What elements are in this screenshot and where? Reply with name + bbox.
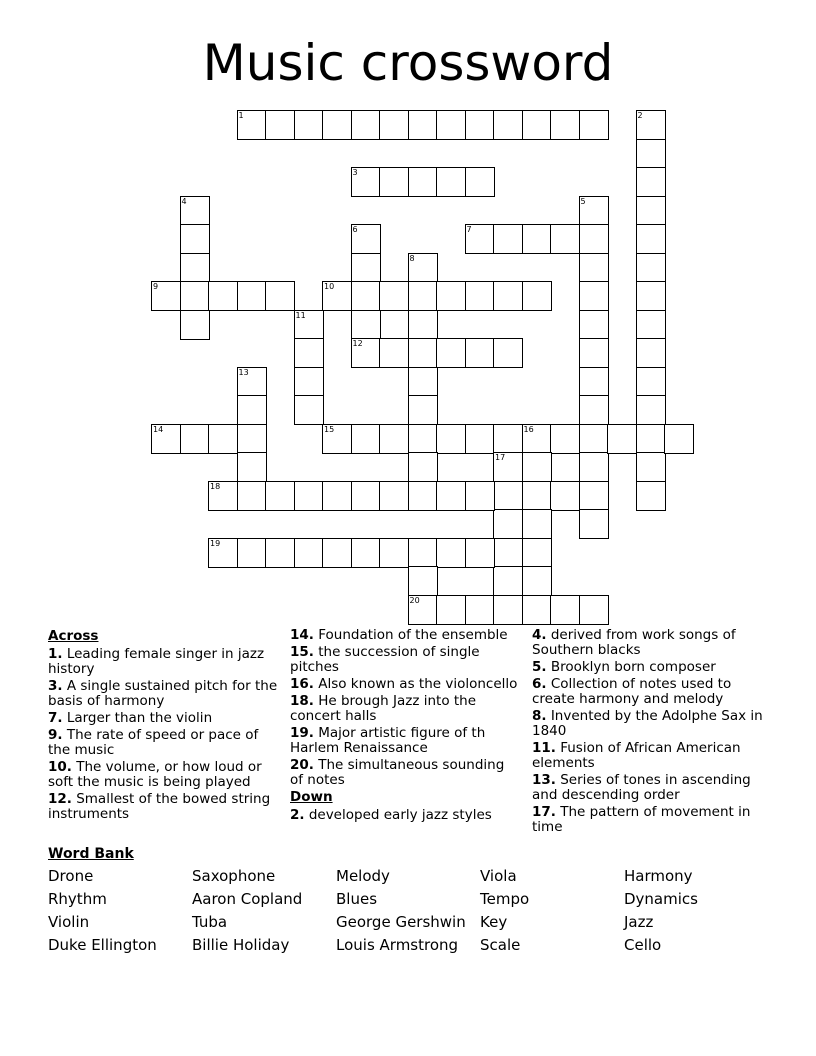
- clue-number: 8: [409, 253, 415, 263]
- crossword-cell[interactable]: [294, 481, 324, 511]
- word-bank-item: Billie Holiday: [192, 936, 290, 954]
- clue-text: Fusion of African American elements: [532, 740, 741, 771]
- crossword-cell[interactable]: [493, 509, 523, 539]
- crossword-cell[interactable]: [493, 424, 523, 454]
- crossword-cell[interactable]: [636, 224, 666, 254]
- crossword-cell[interactable]: [408, 367, 438, 397]
- crossword-cell[interactable]: [550, 224, 580, 254]
- crossword-cell[interactable]: [436, 595, 466, 625]
- crossword-cell[interactable]: [265, 281, 295, 311]
- clue-number: 15: [324, 424, 335, 434]
- crossword-cell[interactable]: [237, 110, 267, 140]
- word-bank-item: Key: [480, 913, 508, 931]
- crossword-cell[interactable]: [351, 310, 381, 340]
- crossword-cell[interactable]: [465, 338, 495, 368]
- across-clue: [290, 645, 520, 675]
- crossword-cell[interactable]: [636, 110, 666, 140]
- crossword-cell[interactable]: [636, 310, 666, 340]
- clue-num: 8.: [532, 708, 547, 724]
- crossword-cell[interactable]: [294, 395, 324, 425]
- crossword-cell[interactable]: [522, 481, 552, 511]
- crossword-cell[interactable]: [436, 424, 466, 454]
- word-bank-item: Violin: [48, 913, 90, 931]
- across-clue: [290, 628, 520, 643]
- clue-number: 5: [580, 196, 586, 206]
- across-clue: [48, 647, 280, 677]
- crossword-cell[interactable]: [522, 281, 552, 311]
- crossword-cell[interactable]: [579, 424, 609, 454]
- crossword-cell[interactable]: [550, 595, 580, 625]
- crossword-cell[interactable]: [522, 224, 552, 254]
- crossword-cell[interactable]: [550, 110, 580, 140]
- clue-text: The simultaneous sounding of notes: [290, 757, 505, 788]
- crossword-cell[interactable]: [636, 281, 666, 311]
- crossword-cell[interactable]: [379, 538, 409, 568]
- crossword-cell[interactable]: [436, 538, 466, 568]
- word-bank-item: Drone: [48, 867, 94, 885]
- crossword-cell[interactable]: [294, 367, 324, 397]
- across-clue: [290, 726, 520, 756]
- crossword-cell[interactable]: [151, 424, 181, 454]
- crossword-cell[interactable]: [522, 110, 552, 140]
- crossword-cell[interactable]: [636, 196, 666, 226]
- crossword-cell[interactable]: [579, 110, 609, 140]
- crossword-cell[interactable]: [408, 424, 438, 454]
- clue-text: Smallest of the bowed string instruments: [48, 791, 271, 822]
- crossword-cell[interactable]: [579, 367, 609, 397]
- crossword-cell[interactable]: [436, 281, 466, 311]
- clue-text: Series of tones in ascending and descending order: [532, 772, 751, 803]
- word-bank-item: Blues: [336, 890, 378, 908]
- across-clue: [290, 694, 520, 724]
- clue-num: 11.: [532, 740, 556, 756]
- clue-num: 1.: [48, 646, 63, 662]
- clue-num: 7.: [48, 710, 63, 726]
- clue-num: 15.: [290, 644, 314, 660]
- word-bank-item: Scale: [480, 936, 521, 954]
- down-clue: [532, 628, 768, 658]
- crossword-cell[interactable]: [408, 481, 438, 511]
- crossword-cell[interactable]: [208, 281, 238, 311]
- across-clue: [48, 679, 280, 709]
- crossword-cell[interactable]: [351, 281, 381, 311]
- crossword-cell[interactable]: [237, 424, 267, 454]
- crossword-cell[interactable]: [408, 110, 438, 140]
- crossword-cell[interactable]: [493, 481, 523, 511]
- crossword-cell[interactable]: [465, 481, 495, 511]
- crossword-cell[interactable]: [322, 538, 352, 568]
- crossword-cell[interactable]: [493, 224, 523, 254]
- crossword-cell[interactable]: [664, 424, 694, 454]
- clue-text: A single sustained pitch for the basis of harmony: [48, 678, 278, 709]
- crossword-cell[interactable]: [493, 566, 523, 596]
- crossword-cell[interactable]: [379, 281, 409, 311]
- crossword-cell[interactable]: [322, 281, 352, 311]
- word-bank-item: Saxophone: [192, 867, 276, 885]
- clue-num: 6.: [532, 676, 547, 692]
- crossword-cell[interactable]: [636, 167, 666, 197]
- down-clue: [532, 660, 768, 675]
- clue-number: 14: [153, 424, 164, 434]
- crossword-cell[interactable]: [180, 424, 210, 454]
- clue-number: 9: [153, 282, 159, 291]
- page-title: Music crossword: [202, 34, 614, 92]
- crossword-cell[interactable]: [408, 395, 438, 425]
- word-bank-item: Harmony: [624, 867, 693, 885]
- clue-text: Major artistic figure of th Harlem Renaissance: [290, 725, 486, 756]
- crossword-cell[interactable]: [579, 481, 609, 511]
- crossword-cell[interactable]: [522, 538, 552, 568]
- crossword-cell[interactable]: [322, 110, 352, 140]
- clue-text: Foundation of the ensemble: [313, 627, 508, 643]
- crossword-cell[interactable]: [237, 395, 267, 425]
- crossword-cell[interactable]: [493, 281, 523, 311]
- crossword-cell[interactable]: [408, 167, 438, 197]
- clue-text: developed early jazz styles: [304, 807, 492, 823]
- word-bank-item: Rhythm: [48, 890, 107, 908]
- clue-text: Leading female singer in jazz history: [48, 646, 265, 677]
- crossword-cell[interactable]: [265, 110, 295, 140]
- down-heading: Down: [290, 789, 333, 805]
- clue-number: 1: [238, 111, 244, 120]
- clue-num: 20.: [290, 757, 314, 773]
- crossword-cell[interactable]: [636, 367, 666, 397]
- across-heading: Across: [48, 628, 99, 644]
- crossword-cell[interactable]: [636, 338, 666, 368]
- clue-number: 20: [409, 595, 420, 605]
- crossword-cell[interactable]: [237, 281, 267, 311]
- crossword-cell[interactable]: [351, 110, 381, 140]
- crossword-cell[interactable]: [180, 281, 210, 311]
- clue-text: The rate of speed or pace of the music: [48, 727, 259, 758]
- word-bank-item: Melody: [336, 867, 390, 885]
- word-bank-item: Jazz: [624, 913, 654, 931]
- down-clue: [532, 677, 768, 707]
- crossword-cell[interactable]: [436, 338, 466, 368]
- clue-text: He brough Jazz into the concert halls: [290, 693, 477, 724]
- down-clue: [290, 808, 520, 823]
- crossword-cell[interactable]: [465, 110, 495, 140]
- crossword-cell[interactable]: [408, 538, 438, 568]
- crossword-cell[interactable]: [493, 595, 523, 625]
- clues-column-1: [48, 628, 280, 824]
- across-clue: [48, 711, 280, 726]
- across-clue: [48, 792, 280, 822]
- crossword-cell[interactable]: [237, 481, 267, 511]
- across-clue: [290, 758, 520, 788]
- crossword-cell[interactable]: [322, 424, 352, 454]
- word-bank-item: Dynamics: [624, 890, 698, 908]
- down-clue: [532, 741, 768, 771]
- crossword-cell[interactable]: [636, 253, 666, 283]
- crossword-cell[interactable]: [465, 595, 495, 625]
- crossword-cell[interactable]: [180, 196, 210, 226]
- crossword-cell[interactable]: [465, 167, 495, 197]
- crossword-cell[interactable]: [379, 424, 409, 454]
- crossword-cell[interactable]: [294, 110, 324, 140]
- clue-text: The pattern of movement in time: [532, 804, 751, 835]
- crossword-cell[interactable]: [465, 538, 495, 568]
- crossword-cell[interactable]: [351, 167, 381, 197]
- crossword-cell[interactable]: [180, 224, 210, 254]
- crossword-cell[interactable]: [579, 224, 609, 254]
- down-clue: [532, 709, 768, 739]
- word-bank-item: Viola: [480, 867, 517, 885]
- crossword-cell[interactable]: [322, 481, 352, 511]
- clues-column-2: [290, 628, 520, 825]
- clue-num: 19.: [290, 725, 314, 741]
- clue-text: Brooklyn born composer: [546, 659, 716, 675]
- crossword-cell[interactable]: [579, 595, 609, 625]
- across-clue: [48, 728, 280, 758]
- crossword-cell[interactable]: [351, 481, 381, 511]
- clue-number: 2: [637, 111, 643, 120]
- word-bank-item: Duke Ellington: [48, 936, 157, 954]
- crossword-cell[interactable]: [636, 424, 666, 454]
- crossword-cell[interactable]: [579, 509, 609, 539]
- crossword-cell[interactable]: [208, 481, 238, 511]
- crossword-cell[interactable]: [579, 196, 609, 226]
- crossword-cell[interactable]: [579, 395, 609, 425]
- clue-text: the succession of single pitches: [290, 644, 480, 675]
- crossword-cell[interactable]: [579, 281, 609, 311]
- clue-num: 14.: [290, 627, 314, 643]
- crossword-cell[interactable]: [579, 452, 609, 482]
- crossword-cell[interactable]: [522, 509, 552, 539]
- clue-number: 3: [352, 168, 358, 177]
- clue-number: 13: [238, 367, 249, 377]
- word-bank-item: Louis Armstrong: [336, 936, 459, 954]
- crossword-cell[interactable]: [465, 281, 495, 311]
- across-clue: [48, 760, 280, 790]
- crossword-cell[interactable]: [579, 253, 609, 283]
- crossword-cell[interactable]: [379, 481, 409, 511]
- crossword-cell[interactable]: [636, 452, 666, 482]
- crossword-cell[interactable]: [351, 538, 381, 568]
- word-bank-item: George Gershwin: [336, 913, 466, 931]
- clue-num: 3.: [48, 678, 63, 694]
- clue-num: 2.: [290, 807, 305, 823]
- clue-text: Invented by the Adolphe Sax in 1840: [532, 708, 763, 739]
- clue-num: 13.: [532, 772, 556, 788]
- crossword-cell[interactable]: [493, 538, 523, 568]
- clue-number: 12: [352, 339, 363, 348]
- crossword-cell[interactable]: [522, 424, 552, 454]
- crossword-cell[interactable]: [208, 424, 238, 454]
- clue-text: Collection of notes used to create harmony and melody: [532, 676, 732, 707]
- crossword-cell[interactable]: [607, 424, 637, 454]
- crossword-cell[interactable]: [208, 538, 238, 568]
- word-bank: [48, 867, 768, 955]
- word-bank-item: Aaron Copland: [192, 890, 303, 908]
- crossword-cell[interactable]: [522, 452, 552, 482]
- crossword-cell[interactable]: [636, 395, 666, 425]
- word-bank-item: Tempo: [480, 890, 530, 908]
- clue-num: 16.: [290, 676, 314, 692]
- crossword-cell[interactable]: [265, 538, 295, 568]
- crossword-cell[interactable]: [351, 424, 381, 454]
- clue-text: derived from work songs of Southern blacks: [532, 627, 736, 658]
- crossword-cell[interactable]: [408, 310, 438, 340]
- clue-number: 10: [324, 282, 335, 291]
- down-clue: [532, 773, 768, 803]
- across-clue: [290, 677, 520, 692]
- crossword-cell[interactable]: [550, 424, 580, 454]
- crossword-cell[interactable]: [465, 224, 495, 254]
- crossword-cell[interactable]: [493, 110, 523, 140]
- clue-number: 17: [495, 453, 506, 462]
- crossword-cell[interactable]: [180, 310, 210, 340]
- crossword-cell[interactable]: [436, 481, 466, 511]
- crossword-cell[interactable]: [265, 481, 295, 511]
- crossword-cell[interactable]: [465, 424, 495, 454]
- crossword-cell[interactable]: [408, 253, 438, 283]
- crossword-cell[interactable]: [351, 253, 381, 283]
- crossword-cell[interactable]: [408, 452, 438, 482]
- crossword-cell[interactable]: [237, 367, 267, 397]
- down-clue: [532, 805, 768, 835]
- clue-number: 16: [523, 424, 534, 434]
- clue-number: 19: [210, 538, 221, 548]
- clue-number: 7: [466, 225, 472, 234]
- crossword-cell[interactable]: [636, 481, 666, 511]
- word-bank-heading: Word Bank: [48, 846, 134, 862]
- crossword-cell[interactable]: [408, 566, 438, 596]
- clue-num: 18.: [290, 693, 314, 709]
- clue-num: 5.: [532, 659, 547, 675]
- crossword-cell[interactable]: [436, 167, 466, 197]
- crossword-cell[interactable]: [379, 110, 409, 140]
- crossword-cell[interactable]: [636, 139, 666, 169]
- clue-number: 6: [352, 225, 358, 234]
- crossword-cell[interactable]: [351, 338, 381, 368]
- clues-column-3: [532, 628, 768, 837]
- clue-number: 11: [295, 310, 306, 320]
- crossword-cell[interactable]: [294, 310, 324, 340]
- crossword-cell[interactable]: [294, 338, 324, 368]
- clue-num: 9.: [48, 727, 63, 743]
- crossword-cell[interactable]: [579, 310, 609, 340]
- crossword-cell[interactable]: [237, 538, 267, 568]
- crossword-cell[interactable]: [522, 566, 552, 596]
- clue-text: Larger than the violin: [62, 710, 213, 726]
- crossword-cell[interactable]: [493, 452, 523, 482]
- crossword-cell[interactable]: [379, 338, 409, 368]
- crossword-cell[interactable]: [408, 338, 438, 368]
- crossword-cell[interactable]: [579, 338, 609, 368]
- clue-num: 4.: [532, 627, 547, 643]
- crossword-cell[interactable]: [550, 481, 580, 511]
- clue-num: 10.: [48, 759, 72, 775]
- word-bank-item: Cello: [624, 936, 662, 954]
- clue-num: 12.: [48, 791, 72, 807]
- clue-text: The volume, or how loud or soft the music is being played: [48, 759, 262, 790]
- crossword-cell[interactable]: [379, 167, 409, 197]
- crossword-cell[interactable]: [408, 595, 438, 625]
- crossword-cell[interactable]: [237, 452, 267, 482]
- crossword-cell[interactable]: [180, 253, 210, 283]
- clue-text: Also known as the violoncello: [313, 676, 518, 692]
- crossword-cell[interactable]: [436, 110, 466, 140]
- crossword-cell[interactable]: [493, 338, 523, 368]
- crossword-cell[interactable]: [522, 595, 552, 625]
- word-bank-item: Tuba: [192, 913, 228, 931]
- crossword-cell[interactable]: [294, 538, 324, 568]
- crossword-cell[interactable]: [408, 281, 438, 311]
- clue-num: 17.: [532, 804, 556, 820]
- clue-number: 4: [181, 196, 187, 206]
- clue-number: 18: [210, 481, 221, 491]
- crossword-cell[interactable]: [151, 281, 181, 311]
- crossword-cell[interactable]: [351, 224, 381, 254]
